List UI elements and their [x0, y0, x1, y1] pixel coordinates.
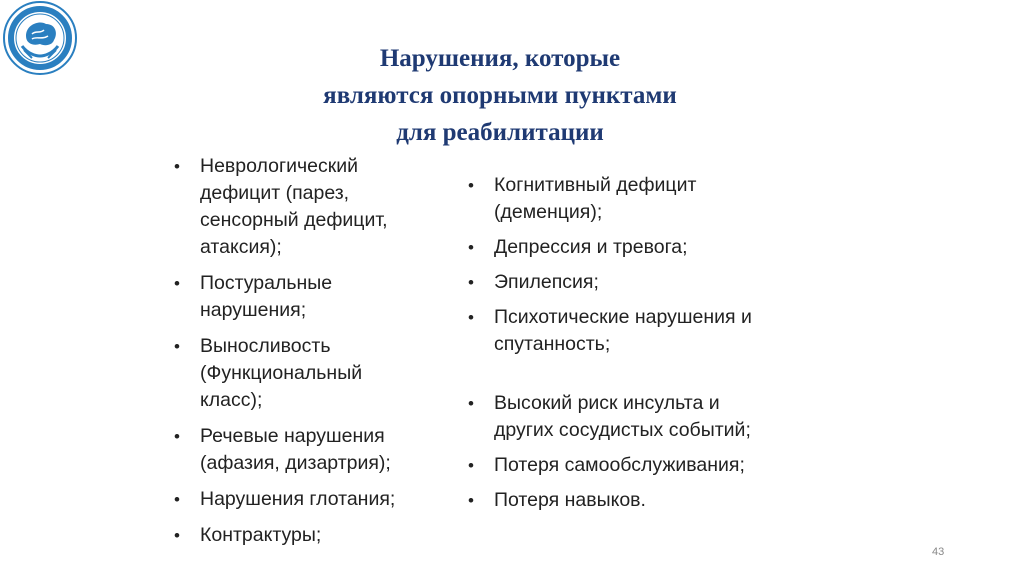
list-item-line: класс); [200, 389, 263, 411]
list-item-line: Контрактуры; [200, 524, 322, 546]
list-item [464, 487, 824, 514]
list-item-line: Психотические нарушения и [494, 306, 752, 328]
list-item [464, 172, 824, 226]
list-item [464, 452, 824, 479]
bullet-icon: • [468, 273, 474, 292]
title-line: Нарушения, которые [379, 45, 621, 72]
list-item-line: сенсорный дефицит, [200, 209, 388, 231]
bullet-icon: • [468, 491, 474, 510]
list-item-line: дефицит (парез, [200, 182, 350, 204]
bullet-icon: • [468, 394, 474, 413]
bullet-icon: • [174, 274, 180, 293]
list-item-line: атаксия); [200, 236, 282, 258]
list-item [170, 486, 460, 513]
list-item [464, 269, 824, 296]
bullet-icon: • [468, 238, 474, 257]
bullet-icon: • [468, 176, 474, 195]
list-item [170, 522, 460, 549]
list-item-line: Нарушения глотания; [200, 488, 396, 510]
list-item-line: Когнитивный дефицит [494, 174, 697, 196]
bullet-icon: • [174, 157, 180, 176]
list-item-line: других сосудистых событий; [494, 419, 751, 441]
page-number: 43 [932, 546, 945, 558]
bullet-icon: • [174, 427, 180, 446]
title-line: для реабилитации [396, 119, 604, 146]
list-item [170, 333, 460, 414]
bullet-icon: • [468, 308, 474, 327]
organization-logo-icon [2, 0, 78, 76]
list-item [170, 423, 460, 477]
right-bullet-list [464, 172, 824, 522]
list-item-line: Депрессия и тревога; [494, 236, 688, 258]
list-item [464, 234, 824, 261]
bullet-icon: • [174, 337, 180, 356]
title-line: являются опорными пунктами [323, 82, 677, 109]
left-bullet-list [170, 153, 460, 558]
list-item [170, 153, 460, 261]
list-item-line: спутанность; [494, 333, 611, 355]
list-item-line: Эпилепсия; [494, 271, 599, 293]
list-item-line: Речевые нарушения [200, 425, 385, 447]
list-item-line: Неврологический [200, 155, 359, 177]
list-item-line: Потеря навыков. [494, 489, 646, 511]
list-item-line: нарушения; [200, 299, 307, 321]
bullet-icon: • [174, 526, 180, 545]
bullet-icon: • [174, 490, 180, 509]
list-item-line: (деменция); [494, 201, 603, 223]
list-item-line: Потеря самообслуживания; [494, 454, 745, 476]
list-item-line: Выносливость [200, 335, 331, 357]
list-item-line: (Функциональный [200, 362, 363, 384]
list-item-line: (афазия, дизартрия); [200, 452, 391, 474]
list-item [170, 270, 460, 324]
list-item [464, 304, 824, 358]
bullet-icon: • [468, 456, 474, 475]
slide-title [230, 40, 770, 151]
list-item [464, 390, 824, 444]
list-item-line: Высокий риск инсульта и [494, 392, 720, 414]
list-item-line: Постуральные [200, 272, 333, 294]
